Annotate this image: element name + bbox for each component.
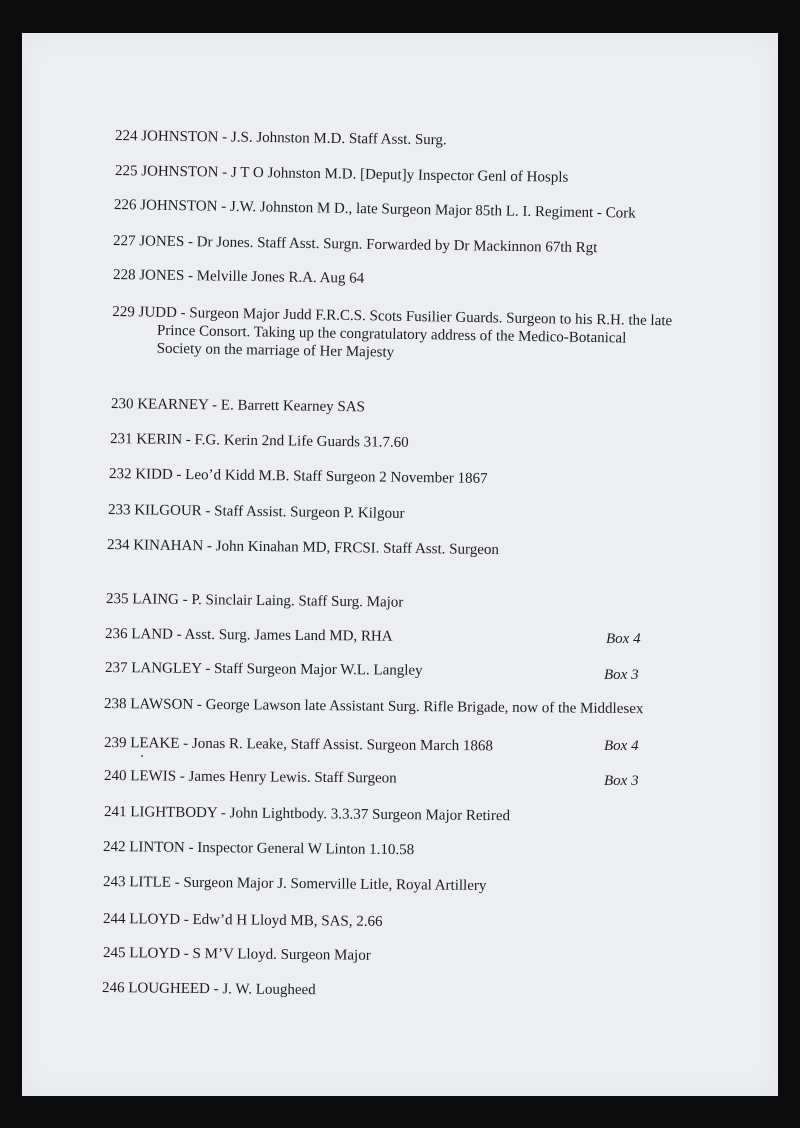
entry-237: 237 LANGLEY - Staff Surgeon Major W.L. Langley bbox=[104, 660, 423, 679]
entry-229-line3: Society on the marriage of Her Majesty bbox=[156, 340, 395, 361]
entry-224: 224 JOHNSTON - J.S. Johnston M.D. Staff Asst. Surg. bbox=[114, 128, 447, 149]
entry-243: 243 LITLE - Surgeon Major J. Somerville Litle, Royal Artillery bbox=[102, 874, 487, 895]
entry-227: 227 JONES - Dr Jones. Staff Asst. Surgn. Forwarded by Dr Mackinnon 67th Rgt bbox=[112, 233, 598, 257]
entry-231: 231 KERIN - F.G. Kerin 2nd Life Guards 31.7.60 bbox=[109, 431, 409, 451]
entry-229-line1: 229 JUDD - Surgeon Major Judd F.R.C.S. Scots Fusilier Guards. Surgeon to his R.H. the late bbox=[112, 304, 673, 330]
entry-239: 239 LEAKE - Jonas R. Leake, Staff Assist. Surgeon March 1868 bbox=[103, 735, 494, 755]
entry-229-line2: Prince Consort. Taking up the congratulatory address of the Medico-Botanical bbox=[156, 322, 627, 347]
entry-228: 228 JONES - Melville Jones R.A. Aug 64 bbox=[112, 267, 365, 287]
entry-234: 234 KINAHAN - John Kinahan MD, FRCSI. Staff Asst. Surgeon bbox=[106, 537, 500, 559]
box-label-236: Box 4 bbox=[606, 631, 641, 647]
entry-233: 233 KILGOUR - Staff Assist. Surgeon P. Kilgour bbox=[107, 502, 405, 522]
entry-242: 242 LINTON - Inspector General W Linton 1.10.58 bbox=[102, 839, 415, 859]
entry-238: 238 LAWSON - George Lawson late Assistant Surg. Rifle Brigade, now of the Middlesex bbox=[103, 696, 644, 718]
entry-235: 235 LAING - P. Sinclair Laing. Staff Surg. Major bbox=[105, 591, 404, 611]
entry-232: 232 KIDD - Leo’d Kidd M.B. Staff Surgeon 2 November 1867 bbox=[108, 466, 488, 487]
box-label-239: Box 4 bbox=[604, 738, 639, 754]
paper-sheet bbox=[22, 33, 778, 1096]
entry-229 bbox=[112, 303, 673, 366]
entry-236: 236 LAND - Asst. Surg. James Land MD, RHA bbox=[104, 626, 393, 645]
entry-241: 241 LIGHTBODY - John Lightbody. 3.3.37 Surgeon Major Retired bbox=[103, 804, 511, 825]
entry-225: 225 JOHNSTON - J T O Johnston M.D. [Deput]y Inspector Genl of Hospls bbox=[114, 163, 569, 186]
entry-246: 246 LOUGHEED - J. W. Lougheed bbox=[101, 980, 316, 999]
entry-240: 240 LEWIS - James Henry Lewis. Staff Surgeon bbox=[103, 768, 397, 787]
entry-245: 245 LLOYD - S M’V Lloyd. Surgeon Major bbox=[102, 945, 371, 964]
entry-230: 230 KEARNEY - E. Barrett Kearney SAS bbox=[110, 396, 366, 416]
entry-226: 226 JOHNSTON - J.W. Johnston M D., late Surgeon Major 85th L. I. Regiment - Cork bbox=[113, 197, 636, 222]
entry-244: 244 LLOYD - Edw’d H Lloyd MB, SAS, 2.66 bbox=[102, 911, 383, 930]
ink-dot bbox=[141, 755, 143, 757]
box-label-237: Box 3 bbox=[604, 667, 639, 683]
box-label-240: Box 3 bbox=[604, 773, 639, 789]
